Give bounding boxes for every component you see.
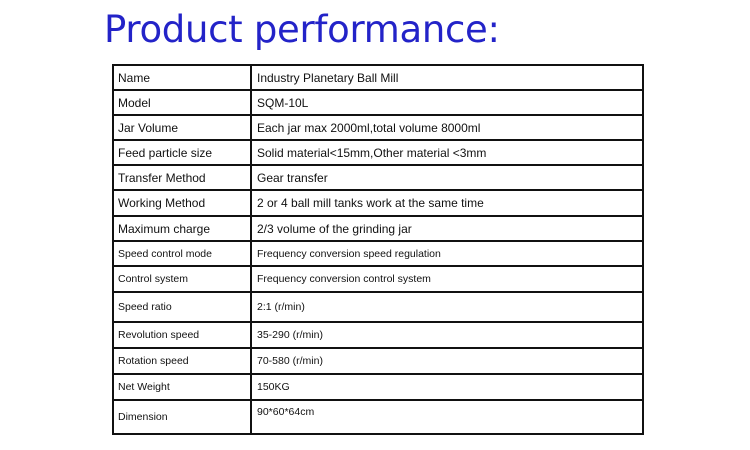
spec-row-feed-particle-size [113,140,643,165]
spec-row-speed-ratio [113,292,643,322]
spec-row-jar-volume [113,115,643,140]
spec-label: Jar Volume [113,115,251,140]
spec-label: Revolution speed [113,322,251,348]
spec-table [112,64,644,435]
spec-value: 2:1 (r/min) [251,292,643,322]
spec-label: Speed ratio [113,292,251,322]
page-title: Product performance: [104,8,500,51]
spec-label: Dimension [113,400,251,434]
spec-label: Name [113,65,251,90]
spec-label: Model [113,90,251,115]
spec-value: 90*60*64cm [251,400,643,434]
spec-value: 70-580 (r/min) [251,348,643,374]
spec-value: 2 or 4 ball mill tanks work at the same time [251,190,643,216]
spec-value: Frequency conversion speed regulation [251,241,643,266]
spec-label: Transfer Method [113,165,251,190]
spec-value: Gear transfer [251,165,643,190]
spec-value: 35-290 (r/min) [251,322,643,348]
spec-label: Speed control mode [113,241,251,266]
spec-row-maximum-charge [113,216,643,241]
spec-value: 2/3 volume of the grinding jar [251,216,643,241]
spec-value: SQM-10L [251,90,643,115]
spec-value: Each jar max 2000ml,total volume 8000ml [251,115,643,140]
spec-row-transfer-method [113,165,643,190]
spec-row-rotation-speed [113,348,643,374]
spec-label: Working Method [113,190,251,216]
spec-value: 150KG [251,374,643,400]
spec-row-working-method [113,190,643,216]
spec-row-speed-control-mode [113,241,643,266]
spec-label: Feed particle size [113,140,251,165]
spec-row-dimension [113,400,643,434]
spec-value: Industry Planetary Ball Mill [251,65,643,90]
spec-row-name [113,65,643,90]
spec-row-control-system [113,266,643,292]
spec-value: Solid material<15mm,Other material <3mm [251,140,643,165]
spec-label: Net Weight [113,374,251,400]
spec-row-model [113,90,643,115]
spec-row-net-weight [113,374,643,400]
spec-label: Rotation speed [113,348,251,374]
spec-row-revolution-speed [113,322,643,348]
spec-label: Control system [113,266,251,292]
spec-label: Maximum charge [113,216,251,241]
spec-value: Frequency conversion control system [251,266,643,292]
